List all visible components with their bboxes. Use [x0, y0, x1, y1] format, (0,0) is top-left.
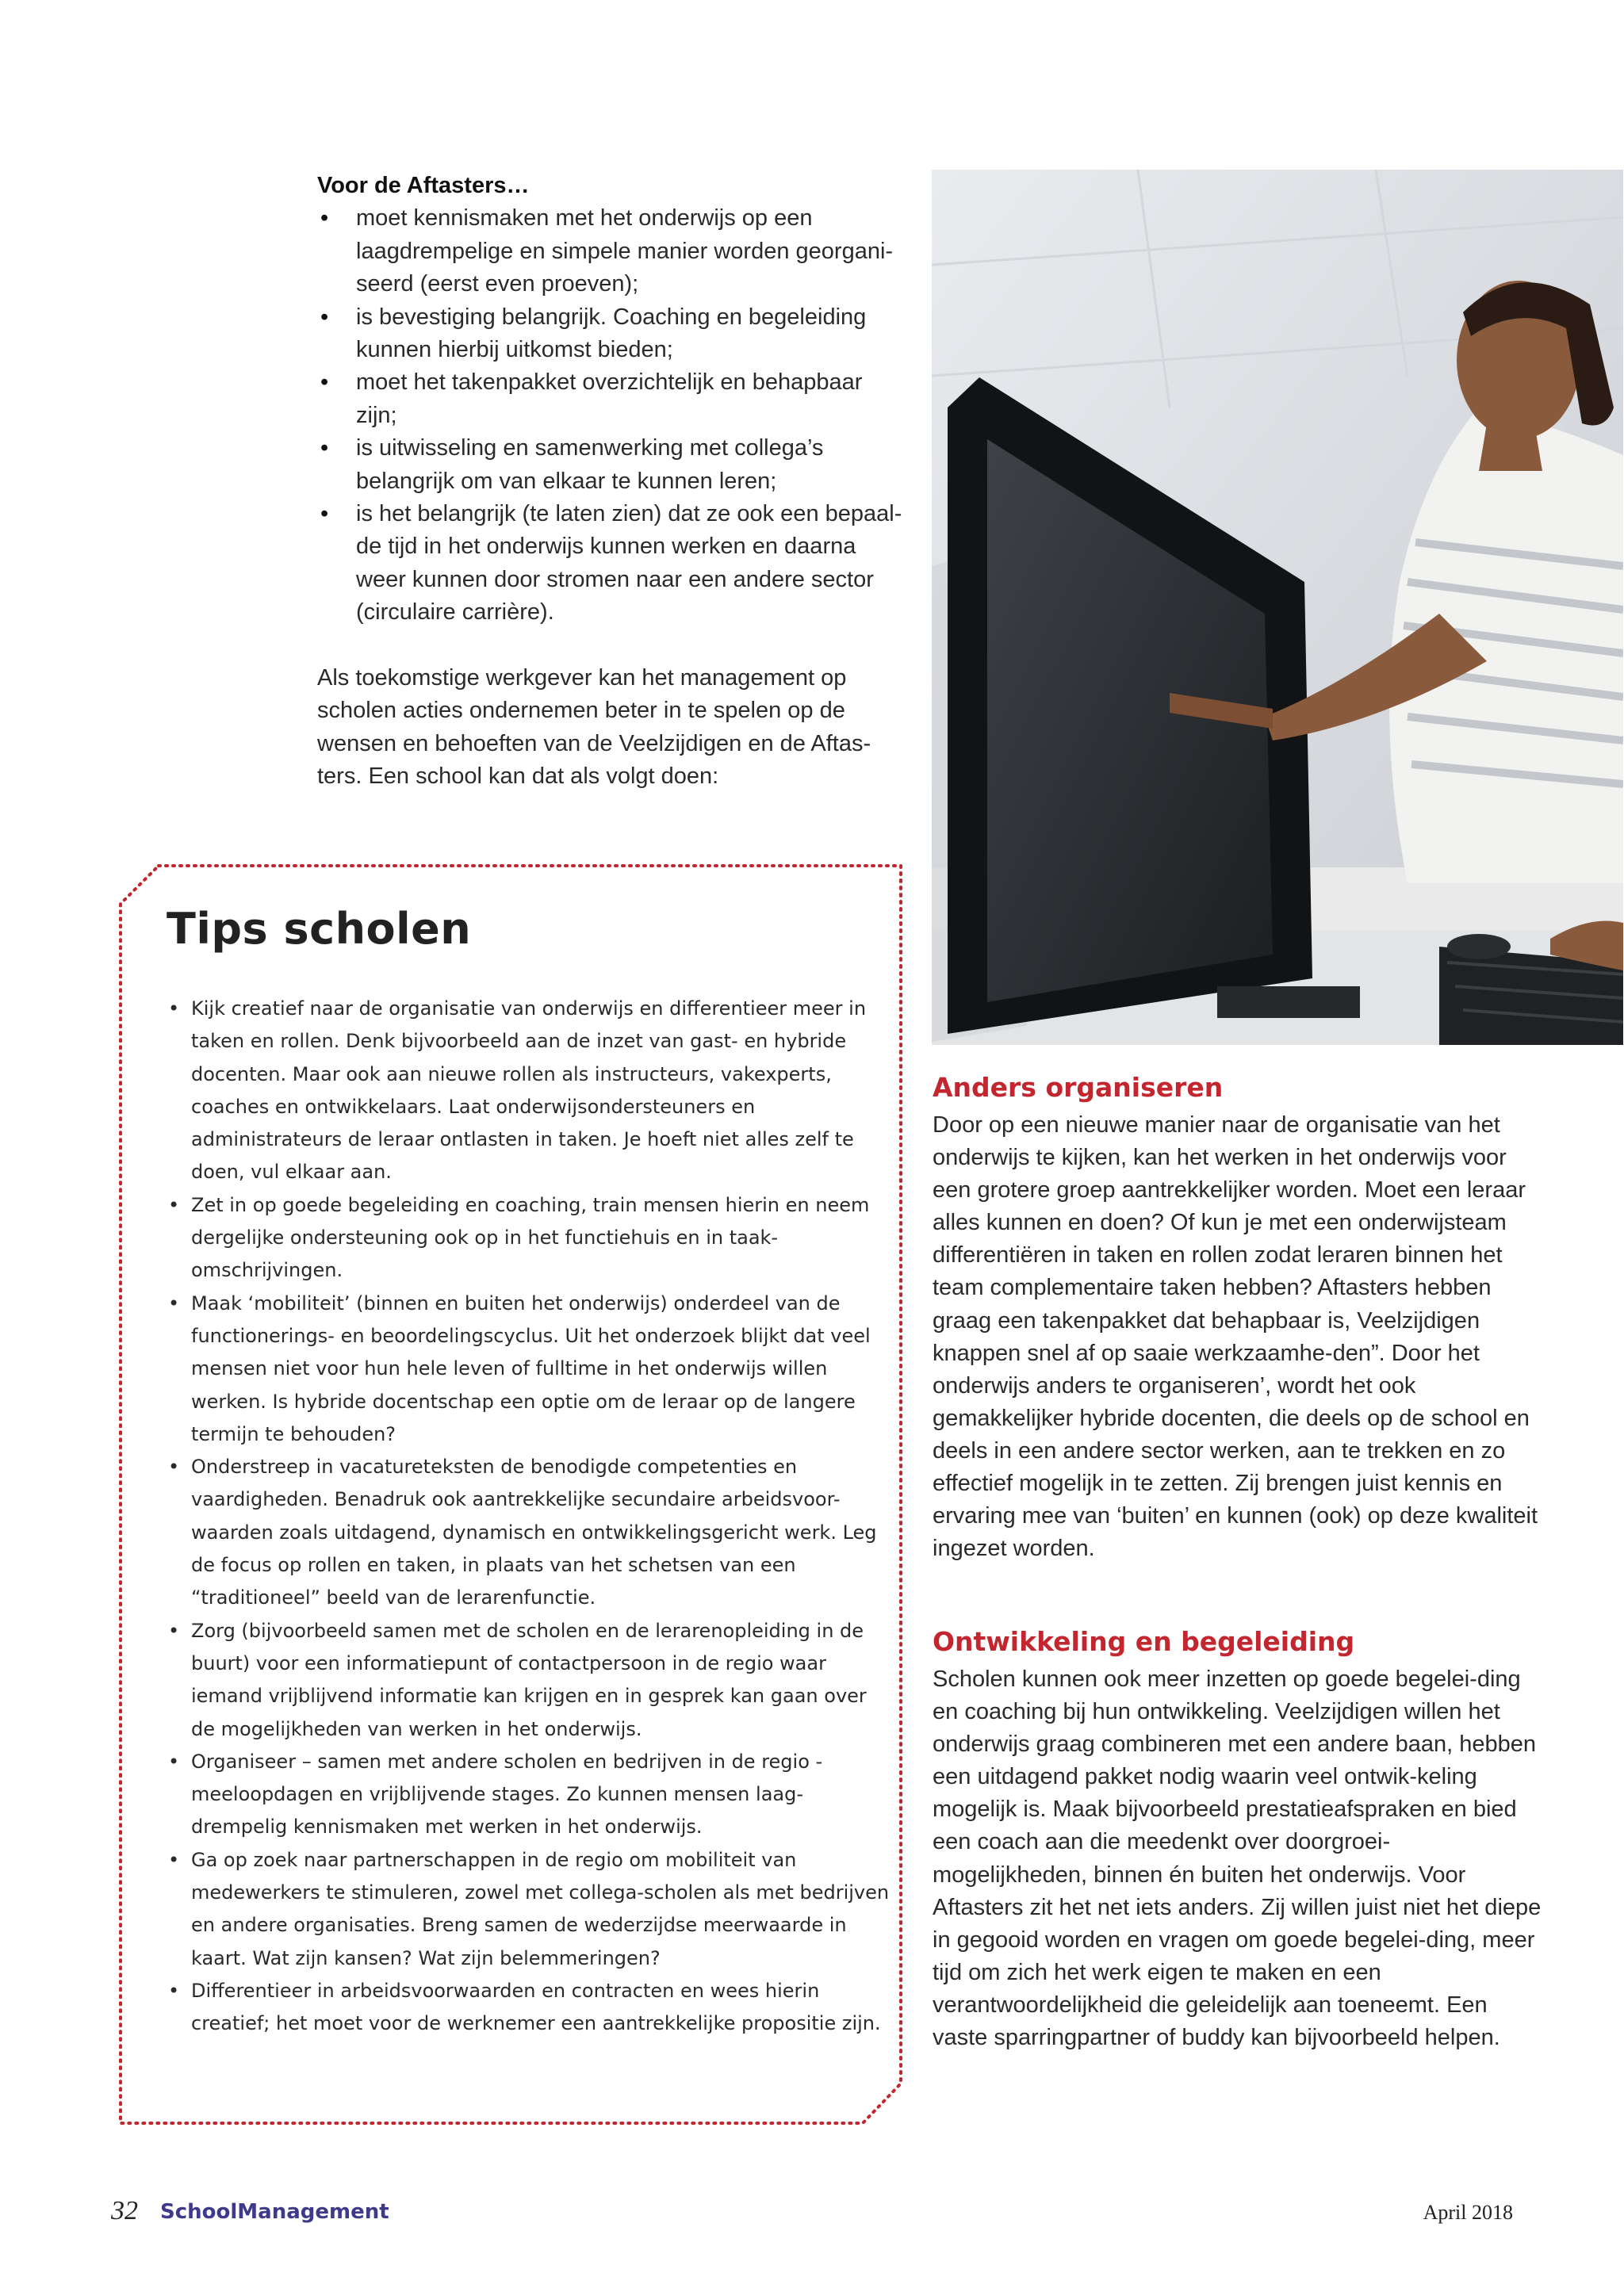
photo-teacher-at-computer — [932, 170, 1623, 1045]
section-body: Door op een nieuwe manier naar de organisatie van het onderwijs te kijken, kan het werken in het onderwijs voor een grotere groep aantrekkelijker worden. Moet een leraar alles kunnen en doen? Of kun je met een onderwijsteam differentiëren in taken en rollen zodat leraren binnen het team complementaire taken hebben? Aftasters hebben graag een takenpakket dat behapbaar is, Veelzijdigen knappen snel af op saaie werkzaamhe-den”. Door het onderwijs anders te organiseren’, wordt het ook gemakkelijker hybride docenten, die deels op de school en deels in een andere sector werken, aan te trekken en zo effectief mogelijk in te zetten. Zij brengen juist kennis en ervaring mee van ‘buiten’ en kunnen (ook) op deze kwaliteit ingezet worden. — [933, 1112, 1538, 1562]
magazine-name: SchoolManagement — [160, 2200, 389, 2224]
list-item: • Zorg (bijvoorbeeld samen met de scholen en de lerarenopleiding in de buurt) voor een informatiepunt of contactpersoon in de regio waar iemand vrijblijvend informatie kan krijgen en in gesprek kan gaan over de mogelijkheden van werken in het onderwijs. — [167, 1615, 896, 1746]
intro-heading: Voor de Aftasters… — [317, 173, 530, 198]
list-item: • moet kennismaken met het onderwijs op een laagdrempelige en simpele manier worden georgani-seerd (eerst even proeven); — [317, 202, 904, 300]
list-item: • moet het takenpakket overzichtelijk en behapbaar zijn; — [317, 366, 904, 432]
section-anders-organiseren — [933, 1072, 1543, 1565]
issue-date: April 2018 — [1423, 2201, 1513, 2224]
intro-section — [317, 170, 904, 793]
list-item: • Maak ‘mobiliteit’ (binnen en buiten het onderwijs) onderdeel van de functionerings- en beoordelingscyclus. Uit het onderzoek blijkt dat veel mensen niet voor hun hele leven of fulltime in het onderwijs willen werken. Is hybride docentschap een optie om de leraar op de langere termijn te behouden? — [167, 1288, 896, 1451]
page-number: 32 — [111, 2196, 138, 2225]
section-ontwikkeling-begeleiding — [933, 1626, 1543, 2054]
list-item: • is bevestiging belangrijk. Coaching en begeleiding kunnen hierbij uitkomst bieden; — [317, 301, 904, 367]
section-body: Scholen kunnen ook meer inzetten op goede begelei-ding en coaching bij hun ontwikkeling. Veelzijdigen willen het onderwijs graag combineren met een andere baan, hebben een uitdagend pakket nodig waarin veel ontwik-keling mogelijk is. Maak bijvoorbeeld prestatieafspraken en bied een coach aan die meedenkt over doorgroei-mogelijkheden, binnen én buiten het onderwijs. Voor Aftasters zit het net iets anders. Zij willen juist niet het diepe in gegooid worden en vragen om goede begelei-ding, meer tijd om zich het werk eigen te maken en een verantwoordelijkheid die geleidelijk aan toeneemt. Een vaste sparringpartner of buddy kan bijvoorbeeld helpen. — [933, 1667, 1542, 2051]
section-heading: Anders organiseren — [933, 1072, 1224, 1103]
intro-paragraph: Als toekomstige werkgever kan het management op scholen acties ondernemen beter in te spelen op de wensen en behoeften van de Veelzijdigen en de Aftas-ters. Een school kan dat als volgt doen: — [317, 664, 871, 789]
list-item: • Differentieer in arbeidsvoorwaarden en contracten en wees hierin creatief; het moet voor de werknemer een aantrekkelijke propositie zijn. — [167, 1975, 896, 2041]
photo-illustration — [932, 170, 1623, 1045]
list-item: • is het belangrijk (te laten zien) dat ze ook een bepaal-de tijd in het onderwijs kunnen werken en daarna weer kunnen door stromen naar een andere sector (circulaire carrière). — [317, 498, 904, 629]
list-item: • Onderstreep in vacatureteksten de benodigde competenties en vaardigheden. Benadruk ook aantrekkelijke secundaire arbeidsvoor-waarden zoals uitdagend, dynamisch en ontwikkelingsgericht werk. Leg de focus op rollen en taken, in plaats van het schetsen van een “traditioneel” beeld van de lerarenfunctie. — [167, 1451, 896, 1614]
tips-scholen-box — [119, 864, 902, 2125]
tips-title: Tips scholen — [167, 904, 472, 954]
list-item: • Ga op zoek naar partnerschappen in de regio om mobiliteit van medewerkers te stimuleren, zowel met collega-scholen als met bedrijven en andere organisaties. Breng samen de wederzijdse meerwaarde in kaart. Wat zijn kansen? Wat zijn belemmeringen? — [167, 1844, 896, 1975]
list-item: • Kijk creatief naar de organisatie van onderwijs en differentieer meer in taken en rollen. Denk bijvoorbeeld aan de inzet van gast- en hybride docenten. Maar ook aan nieuwe rollen als instructeurs, vakexperts, coaches en ontwikkelaars. Laat onderwijsondersteuners en administrateurs de leraar ontlasten in taken. Je hoeft niet alles zelf te doen, vul elkaar aan. — [167, 993, 896, 1189]
section-heading: Ontwikkeling en begeleiding — [933, 1626, 1355, 1657]
intro-bullet-list — [317, 202, 904, 629]
tips-list — [167, 993, 896, 2041]
list-item: • is uitwisseling en samenwerking met collega’s belangrijk om van elkaar te kunnen leren; — [317, 432, 904, 498]
list-item: • Zet in op goede begeleiding en coaching, train mensen hierin en neem dergelijke ondersteuning ook op in het functiehuis en in taak-omschrijvingen. — [167, 1189, 896, 1288]
list-item: • Organiseer – samen met andere scholen en bedrijven in de regio - meeloopdagen en vrijblijvende stages. Zo kunnen mensen laag-drempelig kennismaken met werken in het onderwijs. — [167, 1746, 896, 1844]
